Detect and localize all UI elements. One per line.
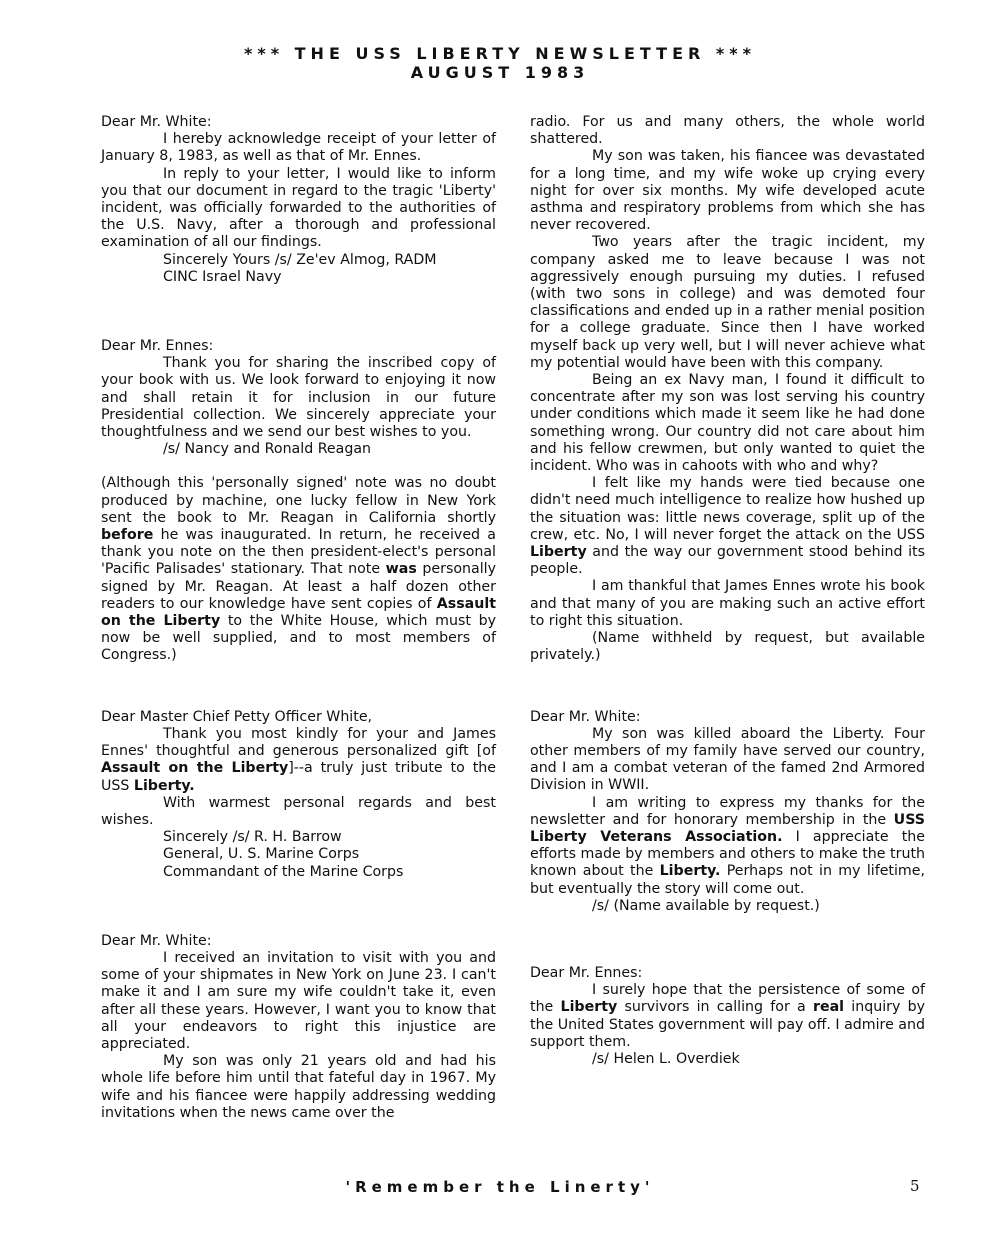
left-column <box>101 114 496 1122</box>
letter-paragraph: I am thankful that James Ennes wrote his book and that many of you are making such an active effort to right this situation. <box>530 578 925 629</box>
letter-anonymous-father <box>101 933 496 1122</box>
letter-signature: /s/ (Name available by request.) <box>592 897 820 914</box>
letter-barrow <box>101 709 496 881</box>
right-column <box>530 114 925 1068</box>
footer-motto: 'Remember the Linerty' <box>345 1178 655 1196</box>
letter-paragraph: My son was only 21 years old and had his whole life before him until that fateful day in 1967. My wife and his fiancee were happily addressing wedding invitations when the news came over the <box>101 1053 496 1121</box>
letter-signature: /s/ Helen L. Overdiek <box>592 1050 740 1067</box>
letter-salutation: Dear Mr. Ennes: <box>101 338 214 355</box>
letter-paragraph: In reply to your letter, I would like to inform you that our document in regard to the tragic 'Liberty' incident, was officially forwarded to the authorities of the U.S. Navy, after a thorough and professional examination of all our findings. <box>101 165 496 251</box>
letter-signature-title: Commandant of the Marine Corps <box>163 863 404 880</box>
letter-paragraph: I surely hope that the persistence of some of the Liberty survivors in calling for a real inquiry by the United States government will pay off. I admire and support them. <box>530 982 926 1050</box>
newsletter-header <box>0 44 1000 82</box>
letter-paragraph: radio. For us and many others, the whole world shattered. <box>530 114 925 148</box>
letter-overdiek <box>530 965 925 1068</box>
letter-salutation: Dear Mr. Ennes: <box>530 964 643 981</box>
letter-paragraph: Thank you for sharing the inscribed copy of your book with us. We look forward to enjoying it now and shall retain it for inclusion in our future Presidential collection. We sincerely appreciate your thoughtfulness and we send our best wishes to you. <box>101 355 496 441</box>
letter-paragraph: My son was killed aboard the Liberty. Four other members of my family have served our country, and I am a combat veteran of the famed 2nd Armored Division in WWII. <box>530 725 925 794</box>
letter-signature: Sincerely /s/ R. H. Barrow <box>163 829 342 846</box>
letter-paragraph: I received an invitation to visit with you and some of your shipmates in New York on June 23. I can't make it and I am sure my wife couldn't take it, even after all these years. However, I want you to know that all your endeavors to right this injustice are appreciated. <box>101 949 496 1052</box>
letter-paragraph: My son was taken, his fiancee was devastated for a long time, and my wife woke up crying every night for over six months. My wife developed acute asthma and respiratory problems from which she has never recovered. <box>530 148 925 234</box>
letter-paragraph: Two years after the tragic incident, my company asked me to leave because I was not aggressively enough pursuing my duties. I refused (with two sons in college) and was demoted four classifications and ended up in a rather menial position for a college graduate. Since then I have worked myself back up very well, but I will never achieve what my potential would have been with this company. <box>530 234 925 371</box>
letter-reagan <box>101 338 496 665</box>
letter-paragraph: I am writing to express my thanks for the newsletter and for honorary membership in the USS Liberty Veterans Association. I appreciate the efforts made by members and others to make the truth known about the Liberty. Perhaps not in my lifetime, but eventually the story will come out. <box>530 794 925 897</box>
letter-signature: /s/ Nancy and Ronald Reagan <box>163 441 372 458</box>
letter-salutation: Dear Master Chief Petty Officer White, <box>101 708 373 725</box>
letter-anonymous-father-continued <box>530 114 925 665</box>
letter-paragraph: Being an ex Navy man, I found it difficult to concentrate after my son was lost serving his country under conditions which made it seem like he had done something wrong. Our country did not care about him and his fellow crewmen, but only wanted to quiet the incident. Who was in cahoots with who and why? <box>530 372 925 475</box>
newsletter-title: *** THE USS LIBERTY NEWSLETTER *** <box>243 44 757 63</box>
letter-signature: (Name withheld by request, but available privately.) <box>530 630 925 664</box>
letter-almog <box>101 114 496 286</box>
newsletter-date: AUGUST 1983 <box>410 63 590 82</box>
letter-signature-title: CINC Israel Navy <box>163 268 282 285</box>
page-number: 5 <box>910 1177 920 1195</box>
editor-note: (Although this 'personally signed' note was no doubt produced by machine, one lucky fellow in New York sent the book to Mr. Reagan in California shortly before he was inaugurated. In return, he received a thank you note on the then president-elect's personal 'Pacific Palisades' stationary. That note was personally signed by Mr. Reagan. At least a half dozen other readers to our knowledge have sent copies of Assault on the Liberty to the White House, which must by now be well supplied, and to most members of Congress.) <box>101 475 496 664</box>
letter-paragraph: Thank you most kindly for your and James Ennes' thoughtful and generous personalized gift [of Assault on the Liberty]--a truly just tribute to the USS Liberty. <box>101 725 496 794</box>
letter-salutation: Dear Mr. White: <box>530 708 641 725</box>
letter-signature-title: General, U. S. Marine Corps <box>163 846 360 863</box>
letter-paragraph: I felt like my hands were tied because one didn't need much intelligence to realize how hushed up the situation was: little news coverage, split up of the crew, etc. No, I will never forget the attack on the USS Liberty and the way our government stood behind its people. <box>530 475 925 578</box>
letter-paragraph: With warmest personal regards and best wishes. <box>101 794 496 828</box>
letter-paragraph: I hereby acknowledge receipt of your letter of January 8, 1983, as well as that of Mr. Ennes. <box>101 131 496 165</box>
letter-veteran-father <box>530 709 925 915</box>
letter-signature: Sincerely Yours /s/ Ze'ev Almog, RADM <box>163 251 437 268</box>
letter-salutation: Dear Mr. White: <box>101 932 212 949</box>
letter-salutation: Dear Mr. White: <box>101 114 212 130</box>
